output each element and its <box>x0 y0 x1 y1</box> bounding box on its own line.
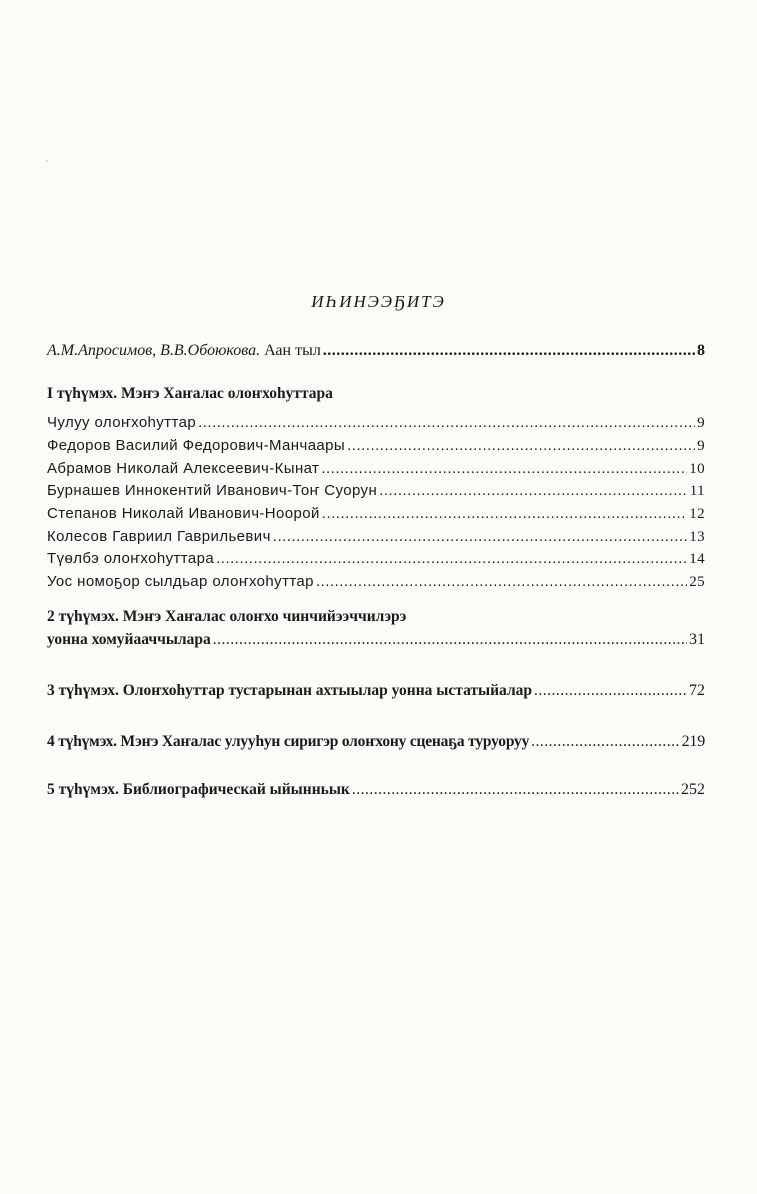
section2-page: 31 <box>689 631 705 648</box>
toc-item <box>47 505 705 523</box>
section2-title-line2: уонна хомуйааччылара <box>47 631 211 648</box>
dot-leader <box>534 682 687 700</box>
toc-intro-row <box>47 342 705 360</box>
toc-item-page: 14 <box>689 551 705 567</box>
section5-row <box>47 781 705 799</box>
dot-leader <box>273 528 687 545</box>
dot-leader <box>213 631 687 649</box>
section3-row <box>47 682 705 700</box>
toc-item-page: 9 <box>697 415 705 431</box>
toc-item <box>47 414 705 432</box>
toc-item-label: Колесов Гавриил Гаврильевич <box>47 528 271 545</box>
toc-item-label: Чулуу олоҥхоһуттар <box>47 414 197 431</box>
section2-title-line1: 2 түһүмэх. Мэҥэ Хаҥалас олоҥхо чинчийээччилэрэ <box>47 608 407 625</box>
dot-leader <box>379 482 688 499</box>
section4-row <box>47 733 705 751</box>
dot-leader <box>352 781 679 799</box>
toc-item-page: 11 <box>689 483 705 499</box>
toc-item <box>47 437 705 455</box>
section2-row <box>47 631 705 649</box>
dot-leader <box>321 460 687 477</box>
toc-item-label: Федоров Василий Федорович-Манчаары <box>47 437 346 454</box>
page-speck <box>46 160 48 162</box>
toc-item <box>47 550 705 568</box>
section5-page: 252 <box>681 781 705 798</box>
dot-leader <box>322 505 687 522</box>
toc-item-page: 12 <box>689 506 705 522</box>
intro-page: 8 <box>697 342 705 359</box>
toc-item-label: Уос номоҕор сылдьар олоҥхоһуттар <box>47 573 314 590</box>
intro-text: Аан тыл <box>264 342 321 359</box>
section1-title: I түһүмэх. Мэҥэ Хаҥалас олоҥхоһуттара <box>47 385 333 402</box>
dot-leader <box>316 573 687 590</box>
toc-item-label: Бурнашев Иннокентий Иванович-Тоҥ Суорун <box>47 482 378 499</box>
dot-leader <box>531 733 679 751</box>
toc-item-page: 9 <box>697 438 705 454</box>
section4-page: 219 <box>681 733 705 750</box>
section5-title: 5 түһүмэх. Библиографическай ыйынньык <box>47 781 350 798</box>
toc-item <box>47 528 705 546</box>
dot-leader <box>323 342 695 360</box>
toc-item-label: Степанов Николай Иванович-Ноорой <box>47 505 320 522</box>
toc-item-page: 13 <box>689 529 705 545</box>
section3-title: 3 түһүмэх. Олоҥхоһуттар тустарынан ахтыылар уонна ыстатыйалар <box>47 682 533 699</box>
dot-leader <box>347 437 695 454</box>
toc-item-page: 25 <box>689 574 705 590</box>
toc-item <box>47 573 705 591</box>
section3-page: 72 <box>689 682 705 699</box>
dot-leader <box>198 414 695 431</box>
toc-item <box>47 482 705 500</box>
section4-title: 4 түһүмэх. Мэҥэ Хаҥалас улууһун сиригэр олоҥхону сценаҕа туруоруу <box>47 733 530 750</box>
toc-item-page: 10 <box>689 461 705 477</box>
intro-authors: А.М.Апросимов, В.В.Обоюкова. <box>47 342 261 359</box>
toc-item <box>47 460 705 478</box>
toc-item-label: Абрамов Николай Алексеевич-Кынат <box>47 460 320 477</box>
dot-leader <box>216 550 687 567</box>
toc-title: ИҺИНЭЭҔИТЭ <box>311 292 446 311</box>
toc-item-label: Түөлбэ олоҥхоһуттара <box>47 550 215 567</box>
